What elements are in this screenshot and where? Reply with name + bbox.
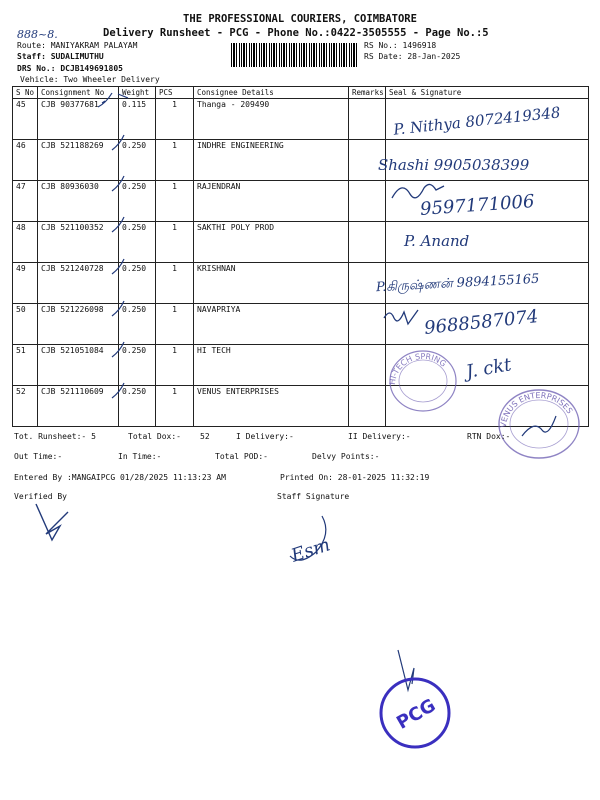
tick-mark (112, 135, 124, 150)
cell-pcs: 1 (156, 181, 194, 222)
delvy-points-label: Delvy Points:- (312, 452, 380, 461)
cell-consignment: CJB 521110609 (38, 386, 119, 427)
cell-consignment: CJB 521188269 (38, 140, 119, 181)
scribble-signature-50 (380, 304, 426, 328)
company-title: THE PROFESSIONAL COURIERS, COIMBATORE (183, 13, 417, 25)
cell-sno: 51 (13, 345, 38, 386)
cell-weight: 0.250 (119, 140, 156, 181)
col-remarks: Remarks (349, 87, 386, 99)
cell-consignment: CJB 90377681 (38, 99, 119, 140)
cell-consignment: CJB 521051084 (38, 345, 119, 386)
signature-row-48: P. Anand (404, 232, 470, 250)
cell-sno: 47 (13, 181, 38, 222)
cell-pcs: 1 (156, 263, 194, 304)
cell-weight: 0.250 (119, 345, 156, 386)
col-weight: Weight (119, 87, 156, 99)
route-label: Route: MANIYAKRAM PALAYAM (17, 41, 138, 50)
cell-consignee: KRISHNAN (194, 263, 349, 304)
cell-pcs: 1 (156, 99, 194, 140)
cell-weight: 0.250 (119, 304, 156, 345)
cell-consignment: CJB 521100352 (38, 222, 119, 263)
cell-consignee: HI TECH (194, 345, 349, 386)
verified-by-label: Verified By (14, 492, 67, 501)
staff-signature-loop (280, 510, 335, 580)
printed-on: Printed On: 28-01-2025 11:32:19 (280, 473, 430, 482)
cell-sno: 48 (13, 222, 38, 263)
cell-pcs: 1 (156, 304, 194, 345)
tick-mark (112, 217, 124, 232)
pcg-stamp-text: PCG (393, 695, 440, 734)
cell-consignee: INDHRE ENGINEERING (194, 140, 349, 181)
signature-row-51: J. ckt (464, 354, 513, 383)
signature-row-47: 9597171006 (419, 191, 536, 220)
col-signature: Seal & Signature (386, 87, 589, 99)
pcg-stamp (370, 640, 470, 755)
signature-row-45: P. Nithya 8072419348 (392, 103, 562, 139)
total-dox-label: Total Dox:- (128, 432, 181, 441)
cell-consignment: CJB 521226098 (38, 304, 119, 345)
tick-marks (98, 93, 128, 398)
cell-weight: 0.250 (119, 386, 156, 427)
col-pcs: PCS (156, 87, 194, 99)
rs-number: RS No.: 1496918 (364, 41, 437, 50)
col-sno: S No (13, 87, 38, 99)
tick-mark (112, 176, 124, 191)
out-time-label: Out Time:- (14, 452, 63, 461)
tick-mark (98, 93, 112, 107)
runsheet-title: Delivery Runsheet - PCG - Phone No.:0422-3505555 - Page No.:5 (103, 27, 489, 39)
venus-seal-text: VENUS ENTERPRISES (498, 390, 575, 429)
cell-consignment: CJB 521240728 (38, 263, 119, 304)
cell-pcs: 1 (156, 222, 194, 263)
cell-consignee: RAJENDRAN (194, 181, 349, 222)
cell-pcs: 1 (156, 345, 194, 386)
staff-label: Staff: SUDALIMUTHU (17, 52, 104, 61)
cell-consignee: VENUS ENTERPRISES (194, 386, 349, 427)
signature-row-49: P.கிருஷ்ணன் 9894155165 (375, 271, 540, 296)
signature-row-50: 9688587074 (423, 306, 540, 339)
entered-by: Entered By :MANGAIPCG 01/28/2025 11:13:23 AM (14, 473, 226, 482)
in-time-label: In Time:- (118, 452, 162, 461)
scribble-signature-47 (388, 178, 448, 208)
cell-consignment: CJB 80936030 (38, 181, 119, 222)
staff-initials: Esm (288, 534, 333, 567)
handwritten-page-note: 888~8. (17, 28, 58, 41)
col-consignment: Consignment No (38, 87, 119, 99)
cell-sno: 46 (13, 140, 38, 181)
cell-consignee: NAVAPRIYA (194, 304, 349, 345)
cell-consignee: SAKTHI POLY PROD (194, 222, 349, 263)
tick-mark (112, 342, 124, 357)
rs-date: RS Date: 28-Jan-2025 (364, 52, 461, 61)
tick-mark (118, 94, 128, 98)
drs-number: DRS No.: DCJB149691805 (17, 64, 123, 73)
verified-check-icon (30, 500, 80, 555)
total-pod-label: Total POD:- (215, 452, 268, 461)
cell-sno: 52 (13, 386, 38, 427)
rtn-dox-label: RTN Dox:- (467, 432, 511, 441)
col-consignee: Consignee Details (194, 87, 349, 99)
ii-delivery-label: II Delivery:- (348, 432, 411, 441)
cell-weight: 0.250 (119, 181, 156, 222)
cell-sno: 49 (13, 263, 38, 304)
tick-mark (112, 301, 124, 316)
vehicle-label: Vehicle: Two Wheeler Delivery (20, 75, 160, 84)
cell-pcs: 1 (156, 140, 194, 181)
cell-sno: 45 (13, 99, 38, 140)
cell-weight: 0.250 (119, 222, 156, 263)
tot-runsheet: Tot. Runsheet:- 5 (14, 432, 96, 441)
total-dox-value: 52 (200, 432, 210, 441)
hitech-seal-text: HI-TECH SPRING (387, 351, 448, 386)
cell-sno: 50 (13, 304, 38, 345)
cell-consignee: Thanga - 209490 (194, 99, 349, 140)
i-delivery-label: I Delivery:- (236, 432, 294, 441)
hitech-seal-stamp (385, 345, 461, 413)
tick-mark (112, 259, 124, 274)
cell-pcs: 1 (156, 386, 194, 427)
tick-mark (112, 383, 124, 398)
cell-weight: 0.250 (119, 263, 156, 304)
cell-weight: 0.115 (119, 99, 156, 140)
signature-row-46: Shashi 9905038399 (378, 156, 530, 174)
venus-seal-stamp (494, 384, 584, 462)
staff-signature-label: Staff Signature (277, 492, 350, 501)
